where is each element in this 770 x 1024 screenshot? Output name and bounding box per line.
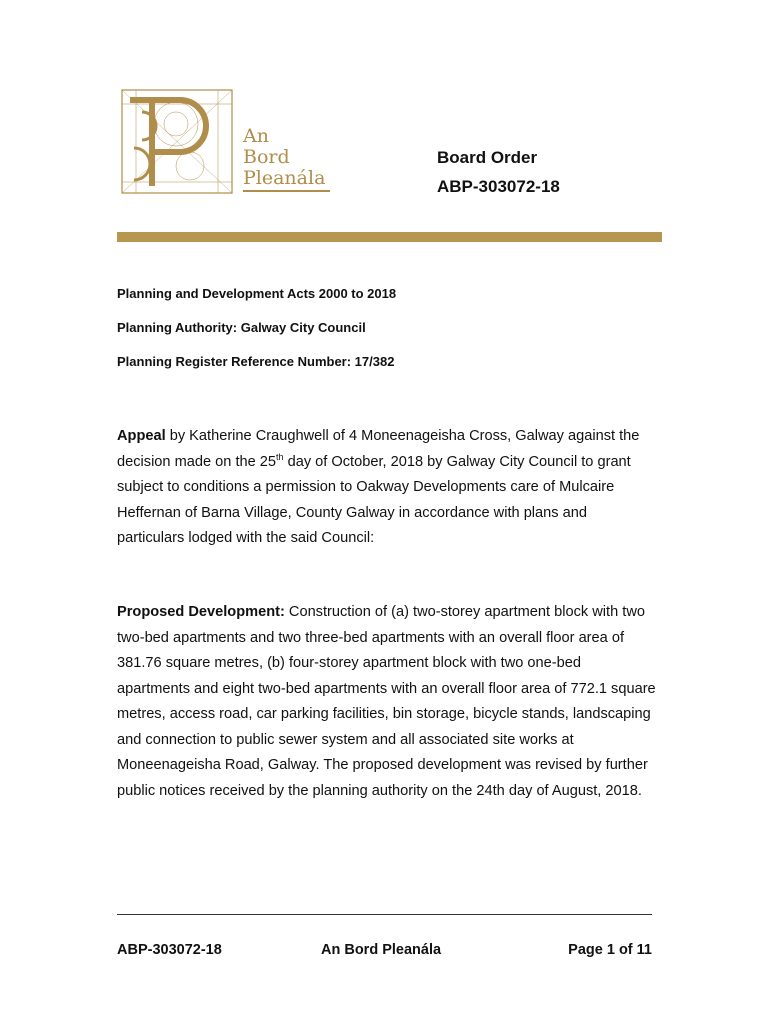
appeal-text-2: day of October, 2018 by Galway City Council to grant subject to conditions a permission to Oakway Developments care of Mulcaire Heffernan of Barna Village, County Galway in accordance with plans and particulars lodged with the said Council: [117,453,631,546]
brand-line-3: Pleanála [243,167,326,189]
authority-line: Planning Authority: Galway City Council [117,320,366,335]
planning-meta [117,286,396,388]
appeal-label: Appeal [117,428,166,444]
header-divider-bar [117,232,662,242]
appeal-text-1: by Katherine Craughwell of 4 Moneenageisha Cross, Galway against the decision made on the 25 [117,428,640,470]
proposed-text: Construction of (a) two-storey apartment block with two two-bed apartments and two three-bed apartments with an overall floor area of 381.76 square metres, (b) four-storey apartment block with two one-bed apartments and eight two-bed apartments with an overall floor area of 772.1 square metres, access road, car parking facilities, bin storage, bicycle stands, landscaping and connection to public sewer system and all associated site works at Moneenageisha Road, Galway. The proposed development was revised by further public notices received by the planning authority on the 24th day of August, 2018. [117,604,656,799]
document-header [437,143,560,201]
brand-line-1: An [243,125,269,147]
acts-line: Planning and Development Acts 2000 to 2018 [117,286,397,301]
appeal-paragraph [117,424,657,552]
footer-org: An Bord Pleanála [321,942,442,958]
register-line: Planning Register Reference Number: 17/382 [117,354,395,369]
doc-reference: ABP-303072-18 [437,177,560,196]
footer-page-number: Page 1 of 11 [568,942,652,958]
proposed-development-paragraph [117,600,657,804]
footer-divider [117,914,652,915]
appeal-ordinal: th [276,451,284,462]
footer-reference: ABP-303072-18 [117,942,222,958]
brand-wordmark [243,126,325,189]
brand-underline [243,190,330,192]
proposed-label: Proposed Development: [117,604,285,620]
doc-type-title: Board Order [437,148,538,167]
brand-line-2: Bord [243,146,290,168]
